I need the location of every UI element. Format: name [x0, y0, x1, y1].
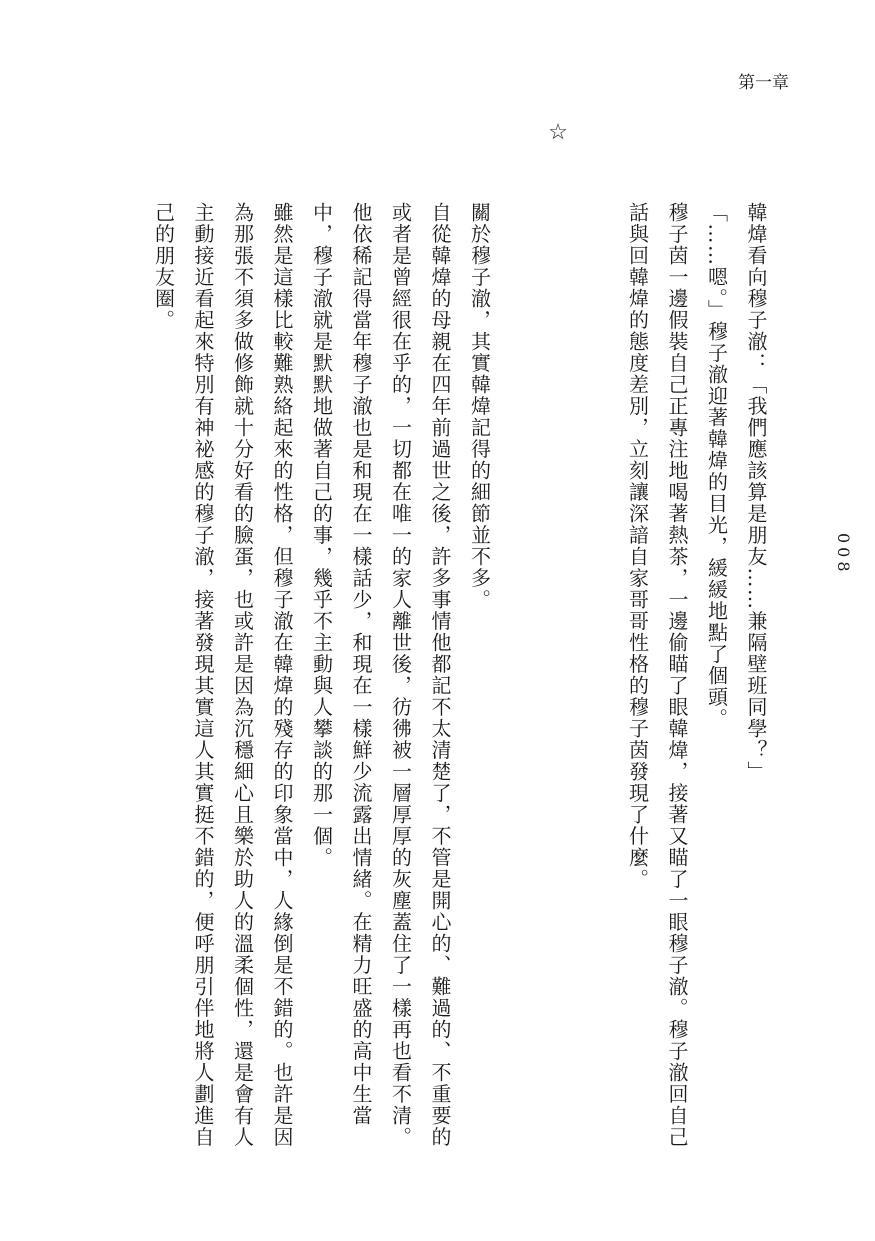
section-separator: ☆: [545, 120, 571, 147]
page-number: 008: [834, 533, 853, 576]
paragraph-5: 自從韓煒的母親在四年前過世之後，許多事情他都記不太清楚了，不管是開心的、難過的、不重要的或者是曾經很在乎的，一切都在唯一的家人離世後，彷彿被一層厚厚的灰塵蓋住了一樣再也看不清。: [388, 202, 452, 1148]
paragraph-1: 韓煒看向穆子澈：「我們應該算是朋友……兼隔壁班同學？」: [744, 202, 768, 783]
paragraph-6: 他依稀記得當年穆子澈也是和現在一樣話少，和現在一樣鮮少流露出情緒。在精力旺盛的高中生當中，穆子澈就是默默地做著自己的事，幾乎不主動與人攀談的那一個。: [309, 202, 373, 1127]
paragraph-3: 穆子茵一邊假裝自己正專注地喝著熱茶，一邊偷瞄了眼韓煒，接著又瞄了一眼穆子澈。穆子澈回自己話與回韓煒的態度差別，立刻讓深諳自家哥哥性格的穆子茵發現了什麼。: [625, 202, 689, 1148]
blank-line: [499, 162, 539, 1152]
paragraph-4: 關於穆子澈，其實韓煒記得的細節並不多。: [467, 202, 492, 611]
chapter-title: 第一章: [738, 73, 789, 93]
paragraph-2: 「……嗯。」穆子澈迎著韓煒的目光，緩緩地點了個頭。: [704, 202, 729, 730]
text-body: [143, 120, 775, 1152]
paragraph-7: 雖然是這樣比較難熟絡起來的性格，但穆子澈在韓煒的殘存的印象當中，人緣倒是不錯的。也許是因為那張不須多做修飾就十分好看的臉蛋，也或許是因為沉穩細心且樂於助人的溫柔個性，還是會有人主動接近看起來特別有神祕感的穆子澈，接著發現其實這人其實挺不錯的，便呼朋引伴地將人劃進自己的朋友圈。: [151, 202, 294, 1148]
blank-line: [578, 162, 618, 1152]
